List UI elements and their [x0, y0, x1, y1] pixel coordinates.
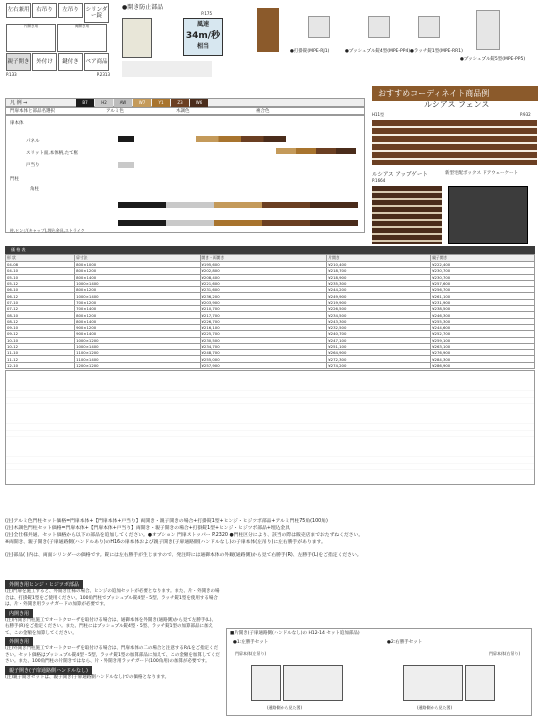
table-cell: 800×1200 — [75, 287, 200, 293]
table-cell: 1200×1200 — [75, 362, 200, 368]
color-grid: 扉本体 パネル スリット面,本体柄,たて框 戸当り 門柱 角柱 柱,ヒンジ(キャップ),埋込金具,ストライク — [5, 115, 365, 233]
table-cell: ¥234,700 — [200, 343, 327, 349]
table-cell: ¥222,400 — [431, 262, 535, 268]
table-cell: 800×1200 — [75, 312, 200, 318]
table-cell: ¥230,700 — [431, 268, 535, 274]
table-cell: 900×1400 — [75, 331, 200, 337]
table-cell: 09-10 — [6, 324, 75, 330]
sections: 外開き用ヒンジ・ヒジツボ部品 (注)門扉を施工すると、外開き仕様の場合、ヒンジの追加セットが必要となります。また、片・外開きの場合は、打掛錠1型をご使用ください。100角門柱でプッシュプル錠4型・5型、ラッチ錠1型を使用する場合は、片・外開き用ラッチガードの加算が必要です。 内開き用 (注)内開き門柱施工でオートクローザを取付ける場合は、通御本体を外開き(通路側)から見て左勝手(L)、右勝手(R)をご指定ください。また、門柱にはプッシュプル錠4型・5型、ラッチ錠1型の加算部品に加えて、この金額を加算してください。 外開き用 (注)外開き門柱施工でオートクローザを取付ける場合は、門扉本体の二の場合と注意するR/Lをご指定ください。セット価格はプッシュプル錠4型・5型、ラッチ錠1型の加算部品に加えて、この金額を加算してください。また、100角門柱の片開きではなら、片・外開き用ラッチガード(100角用)の加算が必要です。 親子開き(子扉通路側ハンドルなし) (注)親子開きセットは、親子開き(子扉通路側ハンドルなし)での価格となります。 — [5, 582, 220, 680]
table-cell: 09-12 — [6, 331, 75, 337]
spec-box: 鍵付き — [58, 53, 83, 71]
table-cell: ¥230,700 — [431, 274, 535, 280]
price-table — [5, 246, 535, 485]
table-cell: 11-12 — [6, 356, 75, 362]
table-cell: ¥231,900 — [431, 299, 535, 305]
table-cell: ¥195,600 — [200, 262, 327, 268]
recommend-header: おすすめコーディネイト商品例 — [372, 86, 538, 101]
table-cell: ¥221,600 — [200, 280, 327, 286]
page-ref: P.175 — [201, 11, 212, 16]
table-cell: ¥231,600 — [200, 287, 327, 293]
table-cell: ¥256,700 — [431, 287, 535, 293]
table-title: 価 格 表 — [5, 246, 535, 254]
option-title: ●開き防止部品 — [122, 4, 164, 11]
table-header-cell: 開き・両開き — [200, 255, 327, 262]
lock-photo — [122, 18, 152, 58]
table-cell: ¥257,600 — [431, 280, 535, 286]
option-price-grid — [5, 370, 535, 485]
table-header-cell: 親子開き — [431, 255, 535, 262]
color-legend: 凡 例 ⇒ B7 H2 AW W7 Y1 Z3 W6 門扉本体と部品名選択 アルミ色 木調色 複合色 扉本体 パネル スリット面,本体柄,たて框 戸当り 門柱 角柱 柱,ヒンジ(キャップ),埋込金具,ストライク — [5, 98, 365, 233]
table-cell: 800×1000 — [75, 262, 200, 268]
table-cell: ¥284,300 — [431, 356, 535, 362]
table-cell: 12-10 — [6, 362, 75, 368]
table-cell: 11-10 — [6, 350, 75, 356]
door-left — [251, 665, 281, 701]
table-cell: ¥219,900 — [327, 299, 431, 305]
table-cell: ¥217,700 — [200, 312, 327, 318]
spec-box: 左右兼用 — [6, 3, 31, 18]
table-cell: ¥244,200 — [327, 287, 431, 293]
table-cell: 800×1400 — [75, 318, 200, 324]
table-cell: ¥208,400 — [200, 274, 327, 280]
table-row — [6, 362, 535, 368]
table-cell: 05-12 — [6, 280, 75, 286]
table-cell: 1000×1200 — [75, 337, 200, 343]
box-photo — [448, 186, 528, 244]
table-cell: 1100×1400 — [75, 356, 200, 362]
table-cell: ¥274,200 — [327, 362, 431, 368]
table-cell: 08-12 — [6, 318, 75, 324]
table-cell: 1000×1400 — [75, 293, 200, 299]
table-cell: ¥249,900 — [327, 293, 431, 299]
table-cell: 06-12 — [6, 293, 75, 299]
table-cell: ¥246,300 — [431, 312, 535, 318]
table-cell: 08-10 — [6, 312, 75, 318]
spec-box: ペア商品 — [84, 53, 109, 71]
table-cell: 900×1200 — [75, 324, 200, 330]
table-cell: ¥248,700 — [200, 350, 327, 356]
spec-box: 外付け — [32, 53, 57, 71]
table-cell: ¥255,000 — [200, 356, 327, 362]
category-tab — [257, 8, 279, 52]
page-ref: P.2313 — [96, 72, 110, 77]
table-header-cell: 片開き — [327, 255, 431, 262]
table-cell: ¥218,700 — [327, 268, 431, 274]
table-cell: 1100×1200 — [75, 350, 200, 356]
table-cell: ¥255,300 — [431, 318, 535, 324]
fence-name: ルシアス フェンス — [424, 100, 490, 109]
table-cell: 700×1200 — [75, 299, 200, 305]
table-cell: 07-10 — [6, 299, 75, 305]
table-cell: ¥225,700 — [200, 331, 327, 337]
wind-badge: 風速 34m/秒 相当 — [183, 18, 223, 56]
table-cell: 05-10 — [6, 274, 75, 280]
gate-photo — [372, 186, 442, 244]
table-cell: ¥244,600 — [431, 324, 535, 330]
table-cell: ¥216,100 — [200, 324, 327, 330]
table-cell: ¥252,700 — [431, 331, 535, 337]
table-cell: ¥230,500 — [200, 337, 327, 343]
table-cell: ¥263,100 — [431, 343, 535, 349]
spec-box: 両開き用 — [57, 24, 107, 52]
table-cell: ¥257,900 — [200, 362, 327, 368]
table-cell: ¥251,100 — [327, 343, 431, 349]
table-cell: ¥232,500 — [327, 324, 431, 330]
door-left-main — [283, 665, 343, 701]
table-cell: 04-08 — [6, 262, 75, 268]
table-cell: ¥210,700 — [200, 306, 327, 312]
table-cell: 10-10 — [6, 337, 75, 343]
pushpull5-icon — [476, 10, 500, 50]
table-cell: ¥272,300 — [327, 356, 431, 362]
table-cell: 800×1200 — [75, 268, 200, 274]
table-cell: 1000×1400 — [75, 280, 200, 286]
latch-lock-icon — [418, 16, 440, 38]
table-header-cell: 扉寸法 — [75, 255, 200, 262]
spec-box: 親子開き — [6, 53, 31, 71]
table-cell: ¥236,200 — [200, 293, 327, 299]
table-cell: ¥243,300 — [327, 318, 431, 324]
spec-box: 左吊り — [58, 3, 83, 18]
table-cell: ¥226,700 — [200, 318, 327, 324]
table-cell: 800×1400 — [75, 274, 200, 280]
diagram: ■片開き(子扉通路側(ハンドルなし)の H12-14 セット追加部品) ●1:左勝手セット ●2:右勝手セット 門扉本体(左吊り) 門扉本体(右吊り) (通路側から見た図) (通路側から見た図) — [226, 628, 532, 716]
door-right — [465, 665, 495, 701]
door-right-main — [403, 665, 463, 701]
table-cell: ¥259,100 — [431, 337, 535, 343]
table-cell: ¥235,300 — [327, 280, 431, 286]
table-cell: ¥203,900 — [200, 299, 327, 305]
notes: (注)アルミ色門柱セット価格=門扉本体+【門扉本体+戸当り】両開き・親子開きの場合+打掛錠1型+ヒンジ・ヒジツボ部品+アルミ門柱75角(100角) (注)木調色門柱セット価格=門扉本体+【門扉本体+戸当り】両開き・親子開きの場合+打掛錠1型+ヒンジ・ヒジツボ部品+埋込金具 (注)全仕様共通、セット価格から以下の部品を追加してください。●オプション 門扉ストッパー P.2320 ●門柱区分により、該当の際は販売店までおたずねください。 ※両開き、親子開き(子扉通路側(ハンドルあり)のH16の扉本体および親子開き(子扉通路側(ハンドルなし)の子扉本体(左吊り)に左右勝手があります。 (注)部品( )内は、両面シリンダーの価格です。錠には左右勝手が生じますので、発注時には通御本体の外観(通路側)から見て右勝手(R)、左勝手(L)をご指定ください。 — [5, 519, 364, 558]
spec-box: 片開き用 — [6, 24, 56, 52]
table-cell: 04-10 — [6, 268, 75, 274]
table-cell: ¥218,900 — [327, 274, 431, 280]
table-cell: 700×1400 — [75, 306, 200, 312]
spec-box: 右吊り — [32, 3, 57, 18]
pushpull-icon — [368, 16, 390, 38]
spec-icons — [6, 3, 110, 77]
table-cell: ¥264,900 — [327, 350, 431, 356]
table-cell: ¥240,700 — [327, 331, 431, 337]
table-cell: 10-12 — [6, 343, 75, 349]
handle-set: ●打掛錠(MPE-RJ1) ●プッシュプル錠4型(MPE-PP4) ●ラッチ錠1型(MPE-RR1) ●プッシュプル錠5型(MPE-PP5) — [290, 4, 535, 74]
table-header-cell: 形 状 — [6, 255, 75, 262]
table-cell: ¥238,500 — [431, 306, 535, 312]
fence-photo — [372, 120, 537, 165]
table-cell: ¥226,500 — [327, 306, 431, 312]
table-cell: ¥247,100 — [327, 337, 431, 343]
table-cell: ¥276,900 — [431, 350, 535, 356]
latch-icon — [308, 16, 330, 38]
table-cell: ¥210,400 — [327, 262, 431, 268]
table-cell: ¥286,900 — [431, 362, 535, 368]
table-cell: 06-10 — [6, 287, 75, 293]
table-cell: ¥234,500 — [327, 312, 431, 318]
table-cell: 07-12 — [6, 306, 75, 312]
table-cell: ¥261,100 — [431, 293, 535, 299]
table-cell: 1000×1400 — [75, 343, 200, 349]
page-ref: P.133 — [6, 72, 17, 77]
table-cell: ¥202,800 — [200, 268, 327, 274]
cylinder-box: シリンダー錠 — [84, 3, 109, 23]
